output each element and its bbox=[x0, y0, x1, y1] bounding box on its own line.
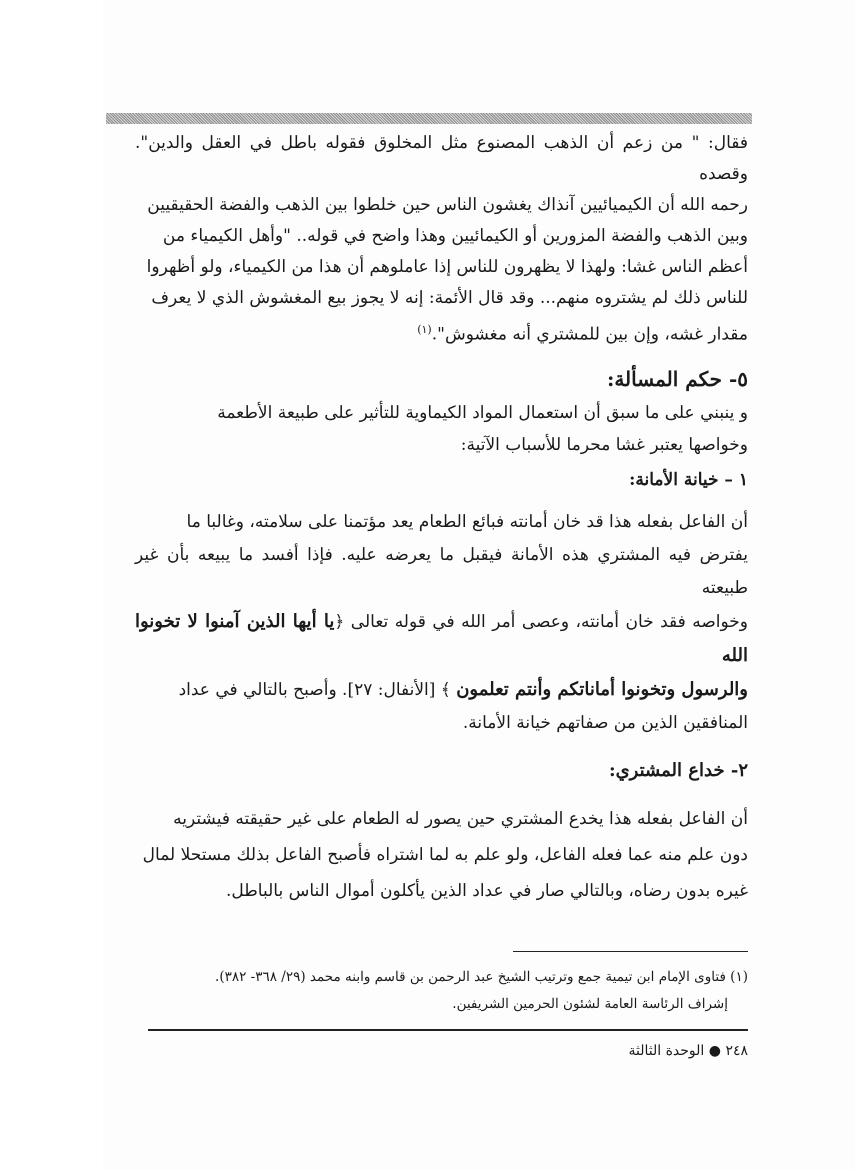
footnote bbox=[135, 964, 748, 1018]
header-band bbox=[106, 113, 752, 124]
text-line: وبين الذهب والفضة المزورين أو الكيمائيين وهذا واضح في قوله.. "وأهل الكيمياء من bbox=[162, 226, 748, 246]
text-line bbox=[135, 673, 748, 707]
text-line-content: مقدار غشه، وإن بين للمشتري أنه مغشوش". bbox=[431, 324, 748, 345]
subsection2-body bbox=[135, 801, 748, 909]
section5-body bbox=[135, 397, 748, 462]
bullet-icon: ● bbox=[708, 1043, 721, 1059]
footnote-separator bbox=[513, 951, 748, 952]
subsection1-body bbox=[135, 506, 748, 740]
text-line: للناس ذلك لم يشتروه منهم... وقد قال الأئمة: إنه لا يجوز بيع المغشوش الذي لا يعرف bbox=[151, 288, 748, 308]
text-segment: ﴾ [الأنفال: ٢٧]. وأصبح بالتالي في عداد bbox=[178, 679, 451, 700]
page-content bbox=[135, 128, 748, 909]
subsection-heading: ٢- خداع المشتري: bbox=[608, 759, 748, 781]
text-line: يفترض فيه المشتري هذه الأمانة فيقبل ما يعرضه عليه. فإذا أفسد ما يبيعه بأن غير طبيعته bbox=[135, 544, 748, 598]
text-line: رحمه الله أن الكيميائيين آنذاك يغشون الناس حين خلطوا بين الذهب والفضة الحقيقيين bbox=[147, 195, 748, 215]
text-line: أن الفاعل بفعله هذا يخدع المشتري حين يصور له الطعام على غير حقيقته فيشتريه bbox=[173, 808, 748, 829]
text-line bbox=[135, 314, 748, 351]
quran-verse: يا أيها الذين آمنوا لا تخونوا الله bbox=[135, 610, 748, 666]
text-line: و ينبني على ما سبق أن استعمال المواد الكيماوية للتأثير على طبيعة الأطعمة bbox=[217, 402, 748, 423]
text-line: دون علم منه عما فعله الفاعل، ولو علم به لما اشتراه فأصبح الفاعل بذلك مستحلا لمال bbox=[142, 844, 748, 865]
subsection-heading: ١ – خيانة الأمانة: bbox=[629, 469, 748, 490]
text-line bbox=[135, 605, 748, 673]
text-line: فقال: " من زعم أن الذهب المصنوع مثل المخلوق فقوله باطل في العقل والدين". وقصده bbox=[135, 133, 748, 184]
page-footer bbox=[628, 1043, 748, 1059]
page-number: ٢٤٨ bbox=[725, 1043, 748, 1059]
footnote-line: (١) فتاوى الإمام ابن تيمية جمع وترتيب الشيخ عبد الرحمن بن قاسم وابنه محمد (٢٩/ ٣٦٨- ٣٨٢). bbox=[215, 969, 748, 985]
text-line: أن الفاعل بفعله هذا قد خان أمانته فبائع الطعام يعد مؤتمنا على سلامته، وغالبا ما bbox=[186, 511, 748, 532]
footnote-line: إشراف الرئاسة العامة لشئون الحرمين الشريفين. bbox=[452, 996, 728, 1012]
unit-title: الوحدة الثالثة bbox=[628, 1043, 705, 1059]
text-segment: وخواصه فقد خان أمانته، وعصى أمر الله في قوله تعالى ﴿ bbox=[334, 611, 748, 632]
footnote-marker: (١) bbox=[417, 323, 432, 336]
paragraph-intro bbox=[135, 128, 748, 351]
footer-rule bbox=[148, 1029, 748, 1031]
section-heading: ٥- حكم المسألة: bbox=[606, 366, 748, 391]
text-line: المنافقين الذين من صفاتهم خيانة الأمانة. bbox=[462, 712, 748, 733]
quran-verse: والرسول وتخونوا أماناتكم وأنتم تعلمون bbox=[456, 678, 748, 700]
text-line: أعظم الناس غشا: ولهذا لا يظهرون للناس إذا عاملوهم أن هذا من الكيمياء، ولو أظهروا bbox=[146, 257, 748, 277]
text-line: وخواصها يعتبر غشا محرما للأسباب الآتية: bbox=[460, 435, 748, 456]
text-line: غيره بدون رضاه، وبالتالي صار في عداد الذين يأكلون أموال الناس بالباطل. bbox=[225, 880, 748, 901]
